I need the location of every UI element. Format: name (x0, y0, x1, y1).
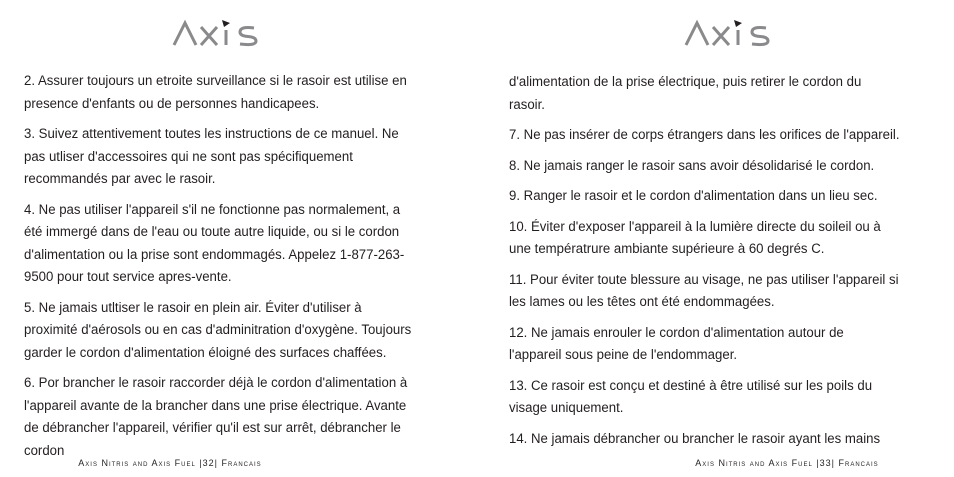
paragraph-13: 13. Ce rasoir est conçu et destiné à être utilisé sur les poils du visage uniquement. (509, 377, 873, 416)
paragraph-5: 5. Ne jamais utltiser le rasoir en plein air. Éviter d'utiliser à proximité d'aérosols ou en cas d'adminitration d'oxygène. Toujours garder le cordon d'alimentation éloigné des surfaces chaffées. (24, 299, 412, 361)
paragraph-6-continued: d'alimentation de la prise électrique, puis retirer le cordon du rasoir. (509, 74, 862, 113)
paragraph-2: 2. Assurer toujours un etroite surveillance si le rasoir est utilise en presence d'enfants ou de personnes handicapees. (24, 73, 407, 112)
axis-logo-left (170, 18, 270, 48)
right-page-content (509, 71, 900, 458)
right-page (477, 0, 954, 477)
paragraph-6: 6. Por brancher le rasoir raccorder déjà le cordon d'alimentation à l'appareil avante de la brancher dans une prise électrique. Avante de débrancher l'appareil, vérifier qu'il est sur arrêt, débrancher le cordon (24, 375, 408, 459)
axis-logo-icon (170, 18, 270, 48)
paragraph-11: 11. Pour éviter toute blessure au visage, ne pas utiliser l'appareil si les lames ou les têtes ont été endommagées. (509, 271, 899, 310)
right-page-footer: Axis Nitris and Axis Fuel |33| Francais (695, 458, 879, 468)
left-page-content (24, 70, 415, 470)
paragraph-8: 8. Ne jamais ranger le rasoir sans avoir désolidarisé le cordon. (509, 157, 875, 174)
paragraph-3: 3. Suivez attentivement toutes les instructions de ce manuel. Ne pas utliser d'accessoires qui ne sont pas spécifiquement recommandés par avec le rasoir. (24, 126, 399, 187)
left-page-footer: Axis Nitris and Axis Fuel |32| Francais (78, 458, 262, 468)
paragraph-14: 14. Ne jamais débrancher ou brancher le rasoir ayant les mains (509, 430, 881, 447)
axis-logo-right (682, 18, 782, 48)
paragraph-4: 4. Ne pas utiliser l'appareil s'il ne fonctionne pas normalement, a été immergé dans de l'eau ou toute autre liquide, ou si le cordon d'alimentation ou la prise sont endommagés. Appelez 1-877-263-9500 pour tout service apres-vente. (24, 201, 405, 285)
axis-logo-icon (682, 18, 782, 48)
paragraph-12: 12. Ne jamais enrouler le cordon d'alimentation autour de l'appareil sous peine de l'endommager. (509, 324, 844, 363)
paragraph-9: 9. Ranger le rasoir et le cordon d'alimentation dans un lieu sec. (509, 188, 878, 204)
paragraph-7: 7. Ne pas insérer de corps étrangers dans les orifices de l'appareil. (509, 127, 900, 143)
paragraph-10: 10. Éviter d'exposer l'appareil à la lumière directe du soileil ou à une températrure ambiante supérieure à 60 degrés C. (509, 218, 881, 257)
